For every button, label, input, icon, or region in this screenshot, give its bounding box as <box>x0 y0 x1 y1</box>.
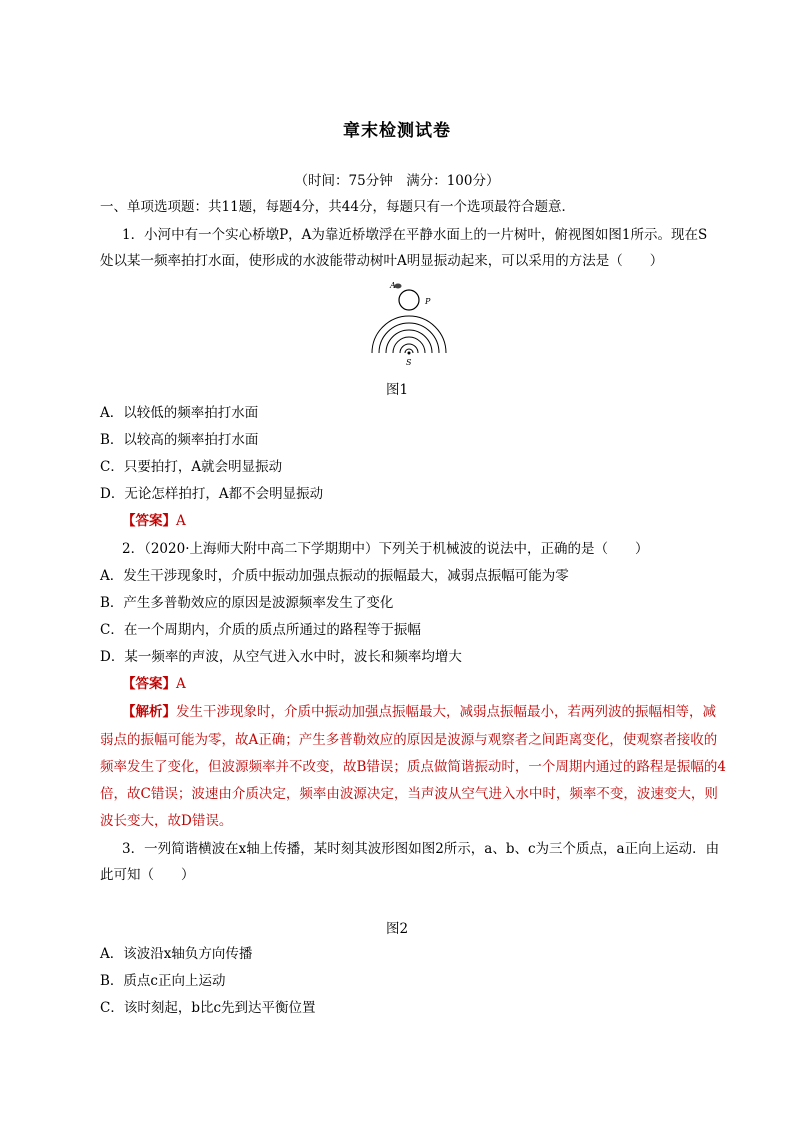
answer-tag: 【答案】 <box>122 676 176 692</box>
figure-2-caption: 图2 <box>385 921 409 937</box>
q2-option-d: D．某一频率的声波，从空气进入水中时，波长和频率均增大 <box>100 649 462 665</box>
q3-option-c: C．该时刻起，b比c先到达平衡位置 <box>100 1000 316 1016</box>
page-title: 章末检测试卷 <box>343 121 451 141</box>
analysis-tag: 【解析】 <box>122 704 176 720</box>
q3-stem-line2: 此可知（ ） <box>100 867 195 883</box>
label-a: A <box>390 281 396 290</box>
q1-stem-line2: 处以某一频率拍打水面，使形成的水波能带动树叶A明显振动起来，可以采用的方法是（ ） <box>100 253 664 269</box>
q1-option-b: B．以较高的频率拍打水面 <box>100 432 259 448</box>
exam-time-info: （时间：75分钟 满分：100分） <box>294 173 500 189</box>
analysis-text: 发生干涉现象时，介质中振动加强点振幅最大，减弱点振幅最小，若两列波的振幅相等，减 <box>176 704 716 720</box>
q2-answer <box>122 675 747 693</box>
answer-tag: 【答案】 <box>122 513 176 529</box>
label-s: S <box>406 358 412 367</box>
q2-analysis-line4: 倍，故C错误；波速由介质决定，频率由波源决定，当声波从空气进入水中时，频率不变，波速变大，则 <box>100 786 718 802</box>
q3-stem-line1: 3．一列简谐横波在x轴上传播，某时刻其波形图如图2所示，a、b、c为三个质点，a正向上运动．由 <box>122 841 720 857</box>
q3-option-a: A．该波沿x轴负方向传播 <box>100 946 253 962</box>
label-p: P <box>425 297 431 306</box>
q2-analysis-line2: 弱点的振幅可能为零，故A正确；产生多普勒效应的原因是波源与观察者之间距离变化，使观察者接收的 <box>100 732 718 748</box>
q1-stem-line1: 1．小河中有一个实心桥墩P，A为靠近桥墩浮在平静水面上的一片树叶，俯视图如图1所示。现在S <box>122 227 708 243</box>
q2-analysis-line3: 频率发生了变化，但波源频率并不改变，故B错误；质点做简谐振动时，一个周期内通过的路程是振幅的4 <box>100 759 727 775</box>
q2-option-a: A．发生干涉现象时，介质中振动加强点振动的振幅最大，减弱点振幅可能为零 <box>100 568 569 584</box>
section-heading: 一、单项选项题：共11题，每题4分，共44分，每题只有一个选项最符合题意． <box>100 199 575 215</box>
answer-value: A <box>176 676 186 692</box>
pier-p <box>399 290 419 310</box>
q2-option-b: B．产生多普勒效应的原因是波源频率发生了变化 <box>100 595 394 611</box>
q2-analysis-line5: 波长变大，故D错误。 <box>100 813 233 829</box>
q2-analysis-line1 <box>122 703 747 721</box>
q3-option-b: B．质点c正向上运动 <box>100 973 226 989</box>
q1-option-c: C．只要拍打，A就会明显振动 <box>100 459 283 475</box>
answer-value: A <box>176 513 186 529</box>
q1-option-a: A．以较低的频率拍打水面 <box>100 405 259 421</box>
q2-stem: 2．（2020·上海师大附中高二下学期期中）下列关于机械波的说法中，正确的是（ ） <box>122 541 649 557</box>
q1-option-d: D．无论怎样拍打，A都不会明显振动 <box>100 486 324 502</box>
figure-1-wave-diagram <box>362 280 457 370</box>
q2-option-c: C．在一个周期内，介质的质点所通过的路程等于振幅 <box>100 622 421 638</box>
source-s <box>408 352 411 355</box>
figure-1-caption: 图1 <box>385 382 409 398</box>
q1-answer <box>122 512 747 530</box>
